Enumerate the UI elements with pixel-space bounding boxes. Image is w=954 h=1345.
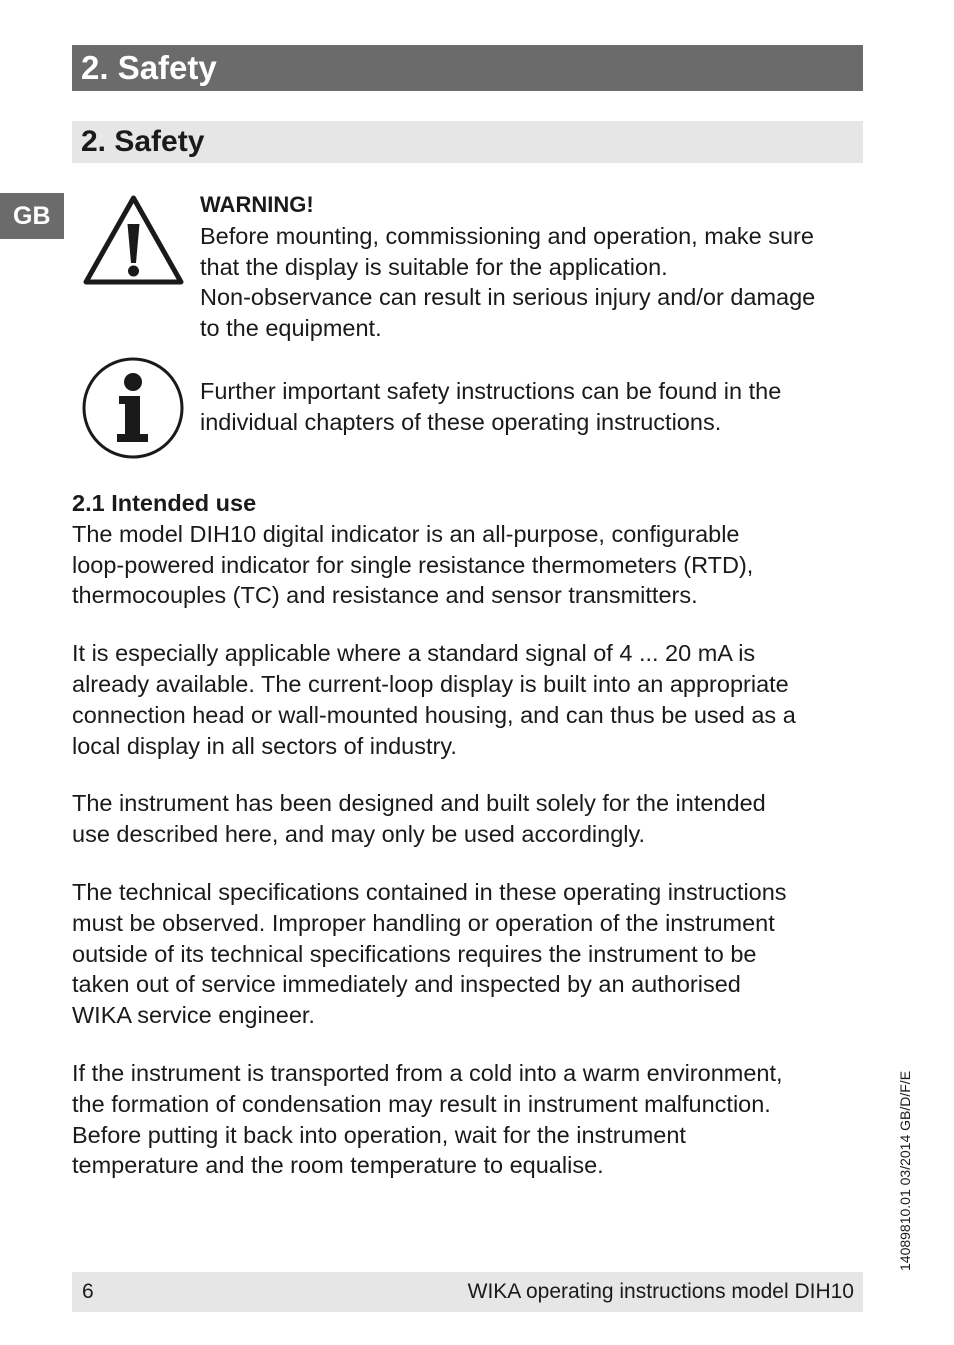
language-tab: GB (0, 193, 64, 239)
paragraph (72, 1058, 796, 1181)
paragraph-line: already available. The current-loop display is built into an appropriate (72, 670, 789, 697)
paragraph-line: thermocouples (TC) and resistance and sensor transmitters. (72, 582, 698, 609)
paragraph (72, 877, 796, 1031)
intended-use-section (72, 488, 796, 1181)
paragraph-line: taken out of service immediately and inspected by an authorised (72, 971, 741, 998)
paragraph-line: WIKA service engineer. (72, 1002, 315, 1029)
warning-triangle-icon (82, 194, 185, 286)
subsection-heading: 2.1 Intended use (72, 490, 257, 516)
warning-notice (200, 190, 815, 344)
chapter-title: 2. Safety (81, 49, 217, 86)
chapter-header (72, 45, 863, 91)
warning-title: WARNING! (200, 192, 314, 217)
warning-line: that the display is suitable for the application. (200, 253, 668, 280)
footer-title: WIKA operating instructions model DIH10 (467, 1280, 854, 1303)
info-notice (200, 376, 781, 438)
paragraph (72, 788, 796, 850)
paragraph-line: The model DIH10 digital indicator is an all-purpose, configurable (72, 520, 740, 547)
info-circle-icon (81, 357, 185, 459)
paragraph-line: connection head or wall-mounted housing, and can thus be used as a (72, 701, 796, 728)
warning-line: Before mounting, commissioning and operation, make sure (200, 222, 814, 249)
page-number: 6 (82, 1280, 94, 1303)
paragraph-line: outside of its technical specifications requires the instrument to be (72, 940, 757, 967)
paragraph-line: If the instrument is transported from a cold into a warm environment, (72, 1059, 783, 1086)
section-header (72, 121, 863, 163)
info-line: Further important safety instructions can be found in the (200, 378, 782, 404)
paragraph-line: temperature and the room temperature to equalise. (72, 1152, 604, 1179)
paragraph-line: must be observed. Improper handling or operation of the instrument (72, 909, 775, 936)
paragraph-line: loop-powered indicator for single resistance thermometers (RTD), (72, 551, 754, 578)
paragraph (72, 519, 796, 611)
paragraph (72, 638, 796, 761)
paragraph-line: use described here, and may only be used accordingly. (72, 821, 646, 848)
paragraph-line: The technical specifications contained in these operating instructions (72, 878, 787, 905)
paragraph-line: It is especially applicable where a standard signal of 4 ... 20 mA is (72, 640, 756, 667)
paragraph-line: the formation of condensation may result in instrument malfunction. (72, 1090, 771, 1117)
warning-line: to the equipment. (200, 315, 382, 342)
info-line: individual chapters of these operating instructions. (200, 408, 722, 435)
paragraph-line: The instrument has been designed and built solely for the intended (72, 790, 766, 817)
paragraph-line: local display in all sectors of industry. (72, 732, 457, 759)
page-footer (72, 1272, 863, 1312)
document-code: 14089810.01 03/2014 GB/D/F/E (897, 1070, 913, 1271)
section-title: 2. Safety (81, 125, 205, 158)
paragraph-line: Before putting it back into operation, wait for the instrument (72, 1121, 686, 1148)
warning-line: Non-observance can result in serious injury and/or damage (200, 284, 816, 311)
